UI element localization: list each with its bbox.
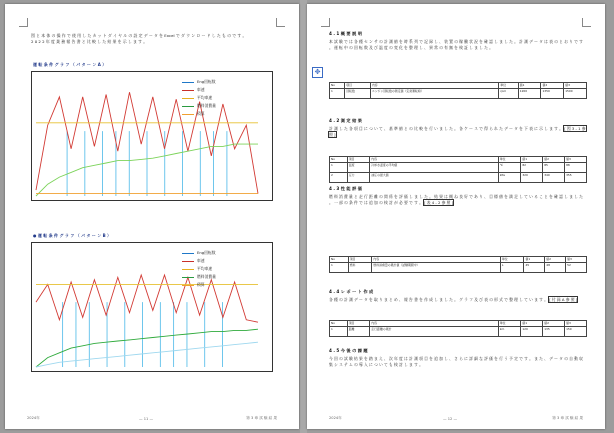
table-cell: km — [498, 326, 521, 336]
table-header-cell: 内容 — [370, 157, 499, 163]
document-page-right[interactable] — [307, 4, 605, 429]
table-header-cell: 項目 — [345, 83, 371, 89]
table-header-cell: 値3 — [564, 83, 587, 89]
page-number: — 12 — — [443, 417, 458, 421]
table-header-cell: 値3 — [565, 321, 587, 327]
series-line — [36, 342, 258, 367]
table-header-cell: 値1 — [521, 157, 543, 163]
table-cell: 355 — [565, 172, 587, 182]
table-header-cell: 内容 — [370, 321, 499, 327]
legend-swatch — [182, 114, 194, 115]
table-cell: 48 — [545, 262, 566, 272]
section-heading: 4 . 2 測 定 結 果 — [329, 118, 362, 123]
table-header-cell: 値3 — [565, 157, 587, 163]
chart-1-title: 運 転 条 件 グ ラ フ （ パ タ ー ン A ） — [33, 62, 107, 67]
section-body — [329, 126, 587, 138]
spec-table — [329, 320, 587, 337]
table-header-cell: 値3 — [566, 257, 587, 263]
table-cell: 150 — [565, 326, 587, 336]
table-cell: 1200 — [518, 88, 541, 98]
crop-mark — [582, 18, 591, 27]
chart-2-legend — [182, 249, 216, 289]
section-text: 計 測 し た 各 項 目 に つ い て 、 基 準 値 と の 比 較 を 行 い ま し た 。 各 ケ ー ス で 得 ら れ た デ ー タ を 下 表 に 示 し ま す 。 — [329, 126, 563, 131]
table-cell: 52 — [566, 262, 587, 272]
table-cell: 距離 — [347, 326, 370, 336]
table-header-cell: 単位 — [498, 321, 521, 327]
table-cell: 1 — [330, 162, 348, 172]
table-cell: L — [500, 262, 524, 272]
chart-2 — [31, 242, 273, 372]
legend-swatch — [182, 90, 194, 91]
crop-mark — [276, 18, 285, 27]
section-body — [329, 297, 587, 303]
table-header-cell: 単位 — [498, 157, 521, 163]
legend-label: 平均車速 — [197, 266, 213, 271]
table-header-cell: 項目 — [348, 257, 372, 263]
table-header-cell: 値1 — [518, 83, 541, 89]
table-header-cell: 値1 — [524, 257, 545, 263]
legend-label: 積算 — [197, 111, 205, 116]
legend-item — [182, 78, 216, 86]
table-cell: 1350 — [541, 88, 564, 98]
table-cell: 冷却水温度の平均値 — [370, 162, 499, 172]
footer-left: 2024年 — [329, 416, 342, 420]
table-header-cell: No — [330, 157, 348, 163]
legend-swatch — [182, 285, 194, 286]
table-move-handle-icon[interactable]: ✥ — [312, 67, 323, 78]
chart-2-plot — [32, 243, 272, 371]
table-header-cell: 単位 — [500, 257, 524, 263]
legend-swatch — [182, 82, 194, 83]
table-row — [330, 88, 587, 98]
section-body — [329, 194, 587, 206]
spec-table — [329, 256, 587, 273]
table-cell: 88 — [565, 162, 587, 172]
footer-right: 第 3 章 試 験 結 果 — [246, 416, 277, 420]
intro-line: 2 0 2 2 年 度 業 務 報 告 書 と 比 較 し た 結 果 を 示 し ま す 。 — [31, 38, 148, 44]
spec-table — [329, 156, 587, 183]
chart-2-title: ● 運 転 条 件 グ ラ フ （ パ タ ー ン B ） — [33, 233, 112, 238]
table-row — [330, 326, 587, 336]
table-cell: 燃料 — [348, 262, 372, 272]
table-cell: 1 — [330, 262, 349, 272]
intro-line: 図 と 本 体 の 操 作 で 使 用 し た カ ッ ト ダ イ ヤ ル の 設 定 デ ー タ を Excel で ダ ウ ン ロ ー ド し た も の で す 。 — [31, 33, 247, 38]
table-row — [330, 172, 587, 182]
table-cell: 走行距離の累計 — [370, 326, 499, 336]
table-cell: kPa — [498, 172, 521, 182]
crop-mark — [321, 18, 330, 27]
legend-label: Eng回転数 — [197, 79, 216, 84]
legend-item — [182, 110, 216, 118]
legend-label: 車速 — [197, 258, 205, 263]
legend-label: 車速 — [197, 87, 205, 92]
legend-swatch — [182, 253, 194, 254]
legend-item — [182, 281, 216, 289]
legend-label: 平均車速 — [197, 95, 213, 100]
cross-reference-link[interactable]: [ 図 3 - 1 参 照 ] — [329, 126, 586, 137]
section-text: 各 種 の 計 測 デ ー タ を 取 り ま と め 、 報 告 書 を 作 成 し ま し た 。 グ ラ フ 及 び 表 の 形 式 で 整 理 し て い ま す 。 — [329, 297, 548, 302]
table-row — [330, 162, 587, 172]
crop-mark — [19, 18, 28, 27]
table-header-cell: No — [330, 321, 348, 327]
table-cell: 45 — [524, 262, 545, 272]
table-cell: 圧力 — [347, 172, 370, 182]
table-cell: 2 — [330, 172, 348, 182]
table-header-cell: 内容 — [372, 257, 501, 263]
footer-right: 第 3 章 試 験 結 果 — [552, 416, 583, 420]
table-header-cell: No — [330, 83, 345, 89]
table-header-cell: 値2 — [541, 83, 564, 89]
page-gutter — [300, 0, 307, 433]
page-number: — 11 — — [139, 417, 154, 421]
table-cell: 燃料消費量の累計値（試験期間中） — [372, 262, 501, 272]
table-header-cell: 値2 — [545, 257, 566, 263]
cross-reference-link[interactable]: [ 表 4 - 2 参 照 ] — [424, 199, 454, 205]
chart-1 — [31, 71, 273, 201]
legend-swatch — [182, 106, 194, 107]
section-body: 本 試 験 で は 各 種 セ ン サ の 計 測 値 を 時 系 列 で 記 録 し 、 装 置 の 稼 働 状 況 を 確 認 し ま し た 。 計 測 デ ー タ は 表 の と お り で す 。 運 転 中 の 回 転 数 及 び 温 度 の 変 化 を 整 理 し 、 異 常 の 有 無 を 検 証 し ま し た 。 — [329, 39, 583, 50]
table-cell: 82 — [521, 162, 543, 172]
document-page-left[interactable] — [5, 4, 299, 429]
table-header-cell: 単位 — [499, 83, 518, 89]
legend-item — [182, 249, 216, 257]
table-cell: 85 — [543, 162, 565, 172]
table-cell: 1 — [330, 88, 345, 98]
table-cell: 120 — [521, 326, 543, 336]
section-heading: 4 . 4 レ ポ ー ト 作 成 — [329, 289, 374, 294]
footer-left: 2024年 — [27, 416, 40, 420]
table-header-cell: 内容 — [370, 83, 499, 89]
legend-item — [182, 102, 216, 110]
table-cell: 油圧の最大値 — [370, 172, 499, 182]
legend-label: 積算 — [197, 282, 205, 287]
section-text: 燃 料 消 費 量 と 走 行 距 離 の 関 係 を 評 価 し ま し た 。 結 果 は 概 ね 良 好 で あ り 、 目 標 値 を 満 足 し て い る こ と を 確 認 し ま し た 。 一 部 の 条 件 で は 追 加 の 検 討 が 必 要 で す 。 — [329, 194, 583, 205]
table-cell: 135 — [543, 326, 565, 336]
chart-1-plot — [32, 72, 272, 200]
table-cell: ℃ — [498, 162, 521, 172]
table-header-cell: 項目 — [347, 321, 370, 327]
cross-reference-link[interactable]: [ 付 録 A 参 照 ] — [549, 297, 578, 302]
table-cell: 1500 — [564, 88, 587, 98]
table-row — [330, 262, 587, 272]
table-cell: 340 — [543, 172, 565, 182]
legend-item — [182, 257, 216, 265]
table-cell: 回転数 — [345, 88, 371, 98]
legend-swatch — [182, 98, 194, 99]
legend-item — [182, 273, 216, 281]
legend-swatch — [182, 269, 194, 270]
table-header-cell: 値2 — [543, 157, 565, 163]
table-header-cell: 値1 — [521, 321, 543, 327]
legend-item — [182, 94, 216, 102]
intro-paragraph — [31, 33, 281, 44]
spec-table — [329, 82, 587, 99]
legend-item — [182, 265, 216, 273]
legend-item — [182, 86, 216, 94]
section-heading: 4 . 1 概 要 説 明 — [329, 31, 362, 36]
table-cell: エンジン回転数の測定値（定常運転時） — [370, 88, 499, 98]
legend-label: 燃料消費量 — [197, 103, 216, 108]
legend-swatch — [182, 261, 194, 262]
table-cell: 温度 — [347, 162, 370, 172]
table-header-cell: 値2 — [543, 321, 565, 327]
section-heading: 4 . 3 性 能 評 価 — [329, 186, 362, 191]
section-heading: 4 . 5 今 後 の 課 題 — [329, 348, 368, 353]
legend-swatch — [182, 277, 194, 278]
table-cell: 1 — [330, 326, 348, 336]
table-header-cell: No — [330, 257, 349, 263]
chart-1-legend — [182, 78, 216, 118]
table-cell: 320 — [521, 172, 543, 182]
table-cell: rpm — [499, 88, 518, 98]
section-body: 今 回 の 試 験 結 果 を 踏 ま え 、 次 年 度 は 計 測 項 目 を 追 加 し 、 さ ら に 詳 細 な 評 価 を 行 う 予 定 で す 。 ま た 、 デ ー タ の 自 動 収 集 シ ス テ ム の 導 入 に つ い て も 検 討 し ま す 。 — [329, 356, 583, 367]
legend-label: Eng回転数 — [197, 250, 216, 255]
legend-label: 燃料消費量 — [197, 274, 216, 279]
table-header-cell: 項目 — [347, 157, 370, 163]
series-line — [36, 275, 258, 322]
